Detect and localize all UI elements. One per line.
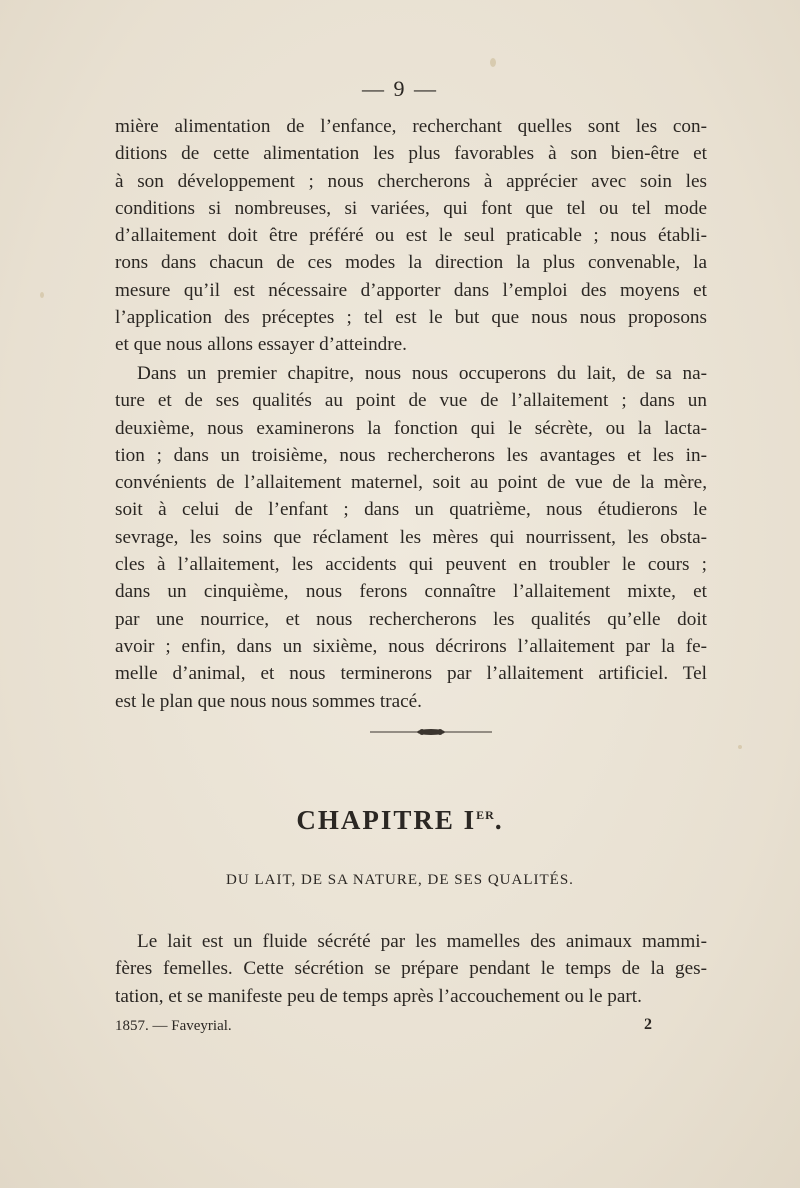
text-line: Le lait est un fluide sécrété par les mamelles des animaux mammi- bbox=[137, 931, 707, 952]
text-line: dans un cinquième, nous ferons connaître l’allaitement mixte, et bbox=[115, 581, 707, 603]
paper-spot bbox=[490, 58, 496, 67]
text-line: soit à celui de l’enfant ; dans un quatrième, nous étudierons le bbox=[115, 499, 707, 521]
text-line: deuxième, nous examinerons la fonction qui le sécrète, ou la lacta- bbox=[115, 417, 707, 439]
text-line: est le plan que nous nous sommes tracé. bbox=[115, 690, 422, 712]
text-line: avoir ; enfin, dans un sixième, nous décrirons l’allaitement par la fe- bbox=[115, 635, 707, 657]
text-line: mière alimentation de l’enfance, recherchant quelles sont les con- bbox=[115, 116, 707, 137]
text-line: melle d’animal, et nous terminerons par l’allaitement artificiel. Tel bbox=[115, 663, 707, 685]
text-line: convénients de l’allaitement maternel, soit au point de vue de la mère, bbox=[115, 472, 707, 494]
paragraph-3 bbox=[115, 928, 707, 1010]
paper-spot bbox=[40, 292, 44, 298]
text-line: sevrage, les soins que réclament les mères qui nourrissent, les obsta- bbox=[115, 526, 707, 548]
chapter-ornament bbox=[370, 727, 492, 737]
text-line: rons dans chacun de ces modes la direction la plus convenable, la bbox=[115, 252, 707, 274]
text-line: à son développement ; nous chercherons à apprécier avec soin les bbox=[115, 170, 707, 192]
chapter-title: CHAPITRE IER. bbox=[296, 805, 504, 835]
text-line: ditions de cette alimentation les plus favorables à son bien-être et bbox=[115, 143, 707, 165]
text-line: ture et de ses qualités au point de vue de l’allaitement ; dans un bbox=[115, 390, 707, 412]
sheet-number: 2 bbox=[644, 1016, 652, 1033]
paragraph-2 bbox=[115, 360, 707, 715]
text-line: et que nous allons essayer d’atteindre. bbox=[115, 334, 407, 356]
chapter-subtitle: DU LAIT, DE SA NATURE, DE SES QUALITÉS. bbox=[226, 872, 574, 888]
text-line: mesure qu’il est nécessaire d’apporter dans l’emploi des moyens et bbox=[115, 279, 707, 301]
paragraph-1 bbox=[115, 113, 707, 359]
text-line: par une nourrice, et nous rechercherons les qualités qu’elle doit bbox=[115, 608, 707, 630]
text-line: tion ; dans un troisième, nous rechercherons les avantages et les in- bbox=[115, 444, 707, 466]
text-line: l’application des préceptes ; tel est le but que nous nous proposons bbox=[115, 307, 707, 329]
text-line: Dans un premier chapitre, nous nous occuperons du lait, de sa na- bbox=[137, 363, 707, 384]
text-line: conditions si nombreuses, si variées, qui font que tel ou tel mode bbox=[115, 197, 707, 219]
text-line: tation, et se manifeste peu de temps après l’accouchement ou le part. bbox=[115, 985, 642, 1007]
page-number: — 9 — bbox=[362, 76, 438, 101]
paper-spot bbox=[738, 745, 742, 749]
printer-signature: 1857. — Faveyrial. bbox=[115, 1018, 232, 1034]
text-line: fères femelles. Cette sécrétion se prépare pendant le temps de la ges- bbox=[115, 958, 707, 980]
text-line: d’allaitement doit être préféré ou est le seul praticable ; nous établi- bbox=[115, 225, 707, 247]
text-line: cles à l’allaitement, les accidents qui peuvent en troubler le cours ; bbox=[115, 554, 707, 576]
